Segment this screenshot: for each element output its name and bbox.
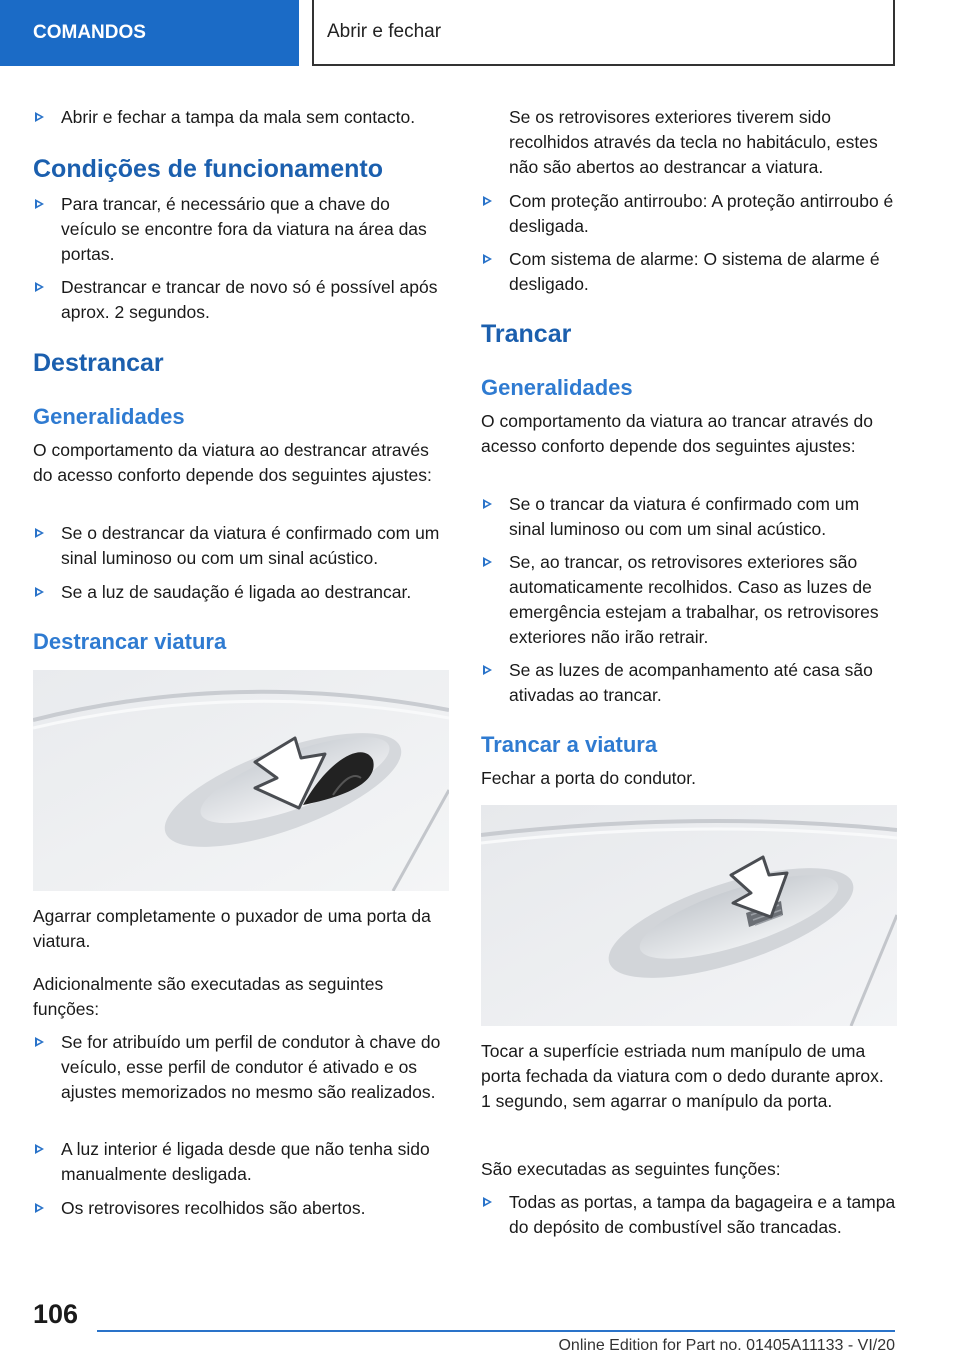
subheading-generalidades: Generalidades (33, 404, 185, 429)
bullet-text: Todas as portas, a tampa da bagageira e a tampa do depósito de combustível são trancadas. (509, 1192, 896, 1237)
bullet-item (481, 658, 897, 708)
bullet-text: Destrancar e trancar de novo só é possível após aprox. 2 segundos. (61, 277, 438, 322)
page-number: 106 (33, 1299, 79, 1329)
bullet-item (33, 580, 449, 605)
footer-edition: Online Edition for Part no. 01405A11133 - VI/20 (558, 1337, 895, 1354)
bullet-text: Se a luz de saudação é ligada ao destrancar. (61, 582, 412, 602)
bullet-item (33, 275, 449, 325)
door-handle-illustration (33, 670, 449, 891)
footer-divider (97, 1330, 895, 1332)
bullet-text: Para trancar, é necessário que a chave do veículo se encontre fora da viatura na área das portas. (61, 194, 427, 264)
triangle-bullet-icon (483, 557, 492, 567)
bullet-item (33, 521, 449, 571)
bullet-item (481, 247, 897, 297)
bullet-text: A luz interior é ligada desde que não tenha sido manualmente desligada. (61, 1139, 430, 1184)
door-handle-illustration (481, 805, 897, 1026)
triangle-bullet-icon (35, 528, 44, 538)
bullet-text: Se as luzes de acompanhamento até casa são ativadas ao trancar. (509, 660, 873, 705)
chapter-title: Abrir e fechar (327, 21, 442, 42)
heading-trancar: Trancar (481, 320, 572, 348)
paragraph: São executadas as seguintes funções: (481, 1159, 781, 1179)
bullet-item (481, 1190, 897, 1240)
section-label: COMANDOS (33, 22, 146, 43)
heading-condicoes: Condições de funcionamento (33, 155, 384, 183)
paragraph: Adicionalmente são executadas as seguintes funções: (33, 974, 384, 1019)
bullet-item (33, 1137, 449, 1187)
bullet-text: Se for atribuído um perfil de condutor à chave do veículo, esse perfil de condutor é ativado e os ajustes memorizados no mesmo são realizados. (61, 1032, 441, 1102)
paragraph: Agarrar completamente o puxador de uma porta da viatura. (33, 906, 431, 951)
bullet-text: Os retrovisores recolhidos são abertos. (61, 1198, 366, 1218)
bullet-item (481, 189, 897, 239)
paragraph: Tocar a superfície estriada num manípulo de uma porta fechada da viatura com o dedo durante aprox. 1 segundo, sem agarrar o manípulo da porta. (481, 1041, 884, 1111)
triangle-bullet-icon (35, 1037, 44, 1047)
triangle-bullet-icon (483, 196, 492, 206)
bullet-text: Com proteção antirroubo: A proteção antirroubo é desligada. (509, 191, 894, 236)
bullet-item (33, 1030, 449, 1105)
bullet-text: Com sistema de alarme: O sistema de alarme é desligado. (509, 249, 880, 294)
paragraph-continued: Se os retrovisores exteriores tiverem sido recolhidos através da tecla no habitáculo, estes não são abertos ao destrancar a viatura. (509, 107, 878, 177)
door-handle-photo (33, 670, 449, 891)
bullet-item (33, 192, 449, 267)
bullet-item (33, 105, 449, 130)
bullet-text: Se o destrancar da viatura é confirmado com um sinal luminoso ou com um sinal acústico. (61, 523, 440, 568)
triangle-bullet-icon (35, 1203, 44, 1213)
triangle-bullet-icon (35, 587, 44, 597)
subheading-destrancar-viatura: Destrancar viatura (33, 629, 227, 654)
paragraph: O comportamento da viatura ao trancar através do acesso conforto depende dos seguintes ajustes: (481, 411, 874, 456)
bullet-text: Abrir e fechar a tampa da mala sem contacto. (61, 107, 416, 127)
section-tab (0, 0, 299, 66)
triangle-bullet-icon (35, 1144, 44, 1154)
bullet-item (481, 492, 897, 542)
triangle-bullet-icon (483, 1197, 492, 1207)
paragraph: Fechar a porta do condutor. (481, 768, 696, 788)
door-handle-touch-photo (481, 805, 897, 1026)
subheading-trancar-viatura: Trancar a viatura (481, 732, 658, 757)
triangle-bullet-icon (483, 499, 492, 509)
subheading-generalidades: Generalidades (481, 375, 633, 400)
triangle-bullet-icon (35, 199, 44, 209)
triangle-bullet-icon (483, 254, 492, 264)
bullet-text: Se, ao trancar, os retrovisores exteriores são automaticamente recolhidos. Caso as luzes de emergência estejam a trabalhar, os retrovisores exteriores não irão retrair. (509, 552, 879, 647)
bullet-item (33, 1196, 449, 1221)
bullet-item (481, 550, 897, 650)
paragraph: O comportamento da viatura ao destrancar através do acesso conforto depende dos seguintes ajustes: (33, 440, 432, 485)
triangle-bullet-icon (35, 282, 44, 292)
heading-destrancar: Destrancar (33, 349, 164, 377)
chapter-header (312, 0, 895, 66)
bullet-text: Se o trancar da viatura é confirmado com um sinal luminoso ou com um sinal acústico. (509, 494, 860, 539)
triangle-bullet-icon (483, 665, 492, 675)
triangle-bullet-icon (35, 112, 44, 122)
